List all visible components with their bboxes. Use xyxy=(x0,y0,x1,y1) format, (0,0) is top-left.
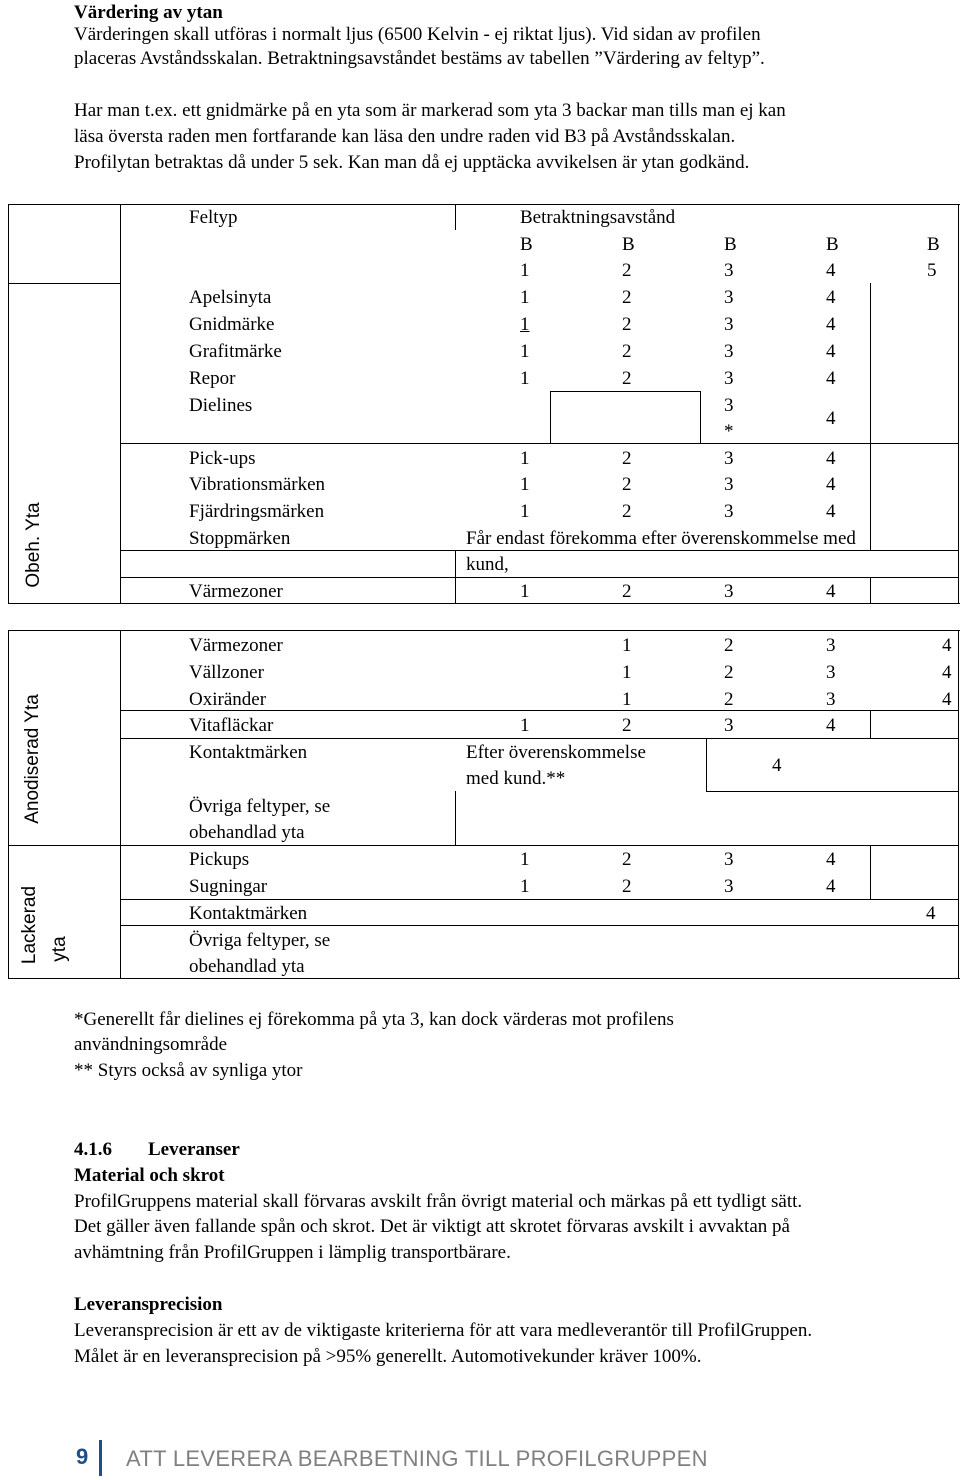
header-distance: Betraktningsavstånd xyxy=(520,207,676,228)
group-lack-1: Lackerad xyxy=(19,885,40,965)
col-b3-bottom: 3 xyxy=(724,260,734,281)
footer-divider xyxy=(99,1440,102,1476)
example-line-3: Profilytan betraktas då under 5 sek. Kan man då ej upptäcka avvikelsen är ytan godkänd. xyxy=(74,152,750,173)
precision-line-1: Leveransprecision är ett av de viktigaste kriterierna för att vara medleverantör till ProfilGruppen. xyxy=(74,1320,813,1341)
group-obeh: Obeh. Yta xyxy=(23,502,44,588)
col-b4-bottom: 4 xyxy=(826,260,836,281)
col-b3-top: B xyxy=(724,234,737,255)
intro-line-2: placeras Avståndsskalan. Betraktningsavståndet bestäms av tabellen ”Värdering av feltyp”. xyxy=(74,48,765,69)
group-lack-2: yta xyxy=(49,936,70,962)
intro-line-1: Värderingen skall utföras i normalt ljus (6500 Kelvin - ej riktat ljus). Vid sidan av profilen xyxy=(74,24,761,45)
col-b2-top: B xyxy=(622,234,635,255)
section-title: Värdering av ytan xyxy=(74,2,223,23)
material-line-1: ProfilGruppens material skall förvaras avskilt från övrigt material och märkas på ett tydligt sätt. xyxy=(74,1191,803,1212)
page-number: 9 xyxy=(76,1444,89,1469)
note-1: *Generellt får dielines ej förekomma på yta 3, kan dock värderas mot profilens xyxy=(74,1009,674,1030)
col-b4-top: B xyxy=(826,234,839,255)
subsection-title: Leveranser xyxy=(148,1139,240,1160)
col-b5-bottom: 5 xyxy=(927,260,937,281)
subsection-number: 4.1.6 xyxy=(74,1139,112,1160)
footer-text: ATT LEVERERA BEARBETNING TILL PROFILGRUPPEN xyxy=(126,1446,708,1471)
material-line-2: Det gäller även fallande spån och skrot. Det är viktigt att skrotet förvaras avskilt i avvaktan på xyxy=(74,1216,790,1237)
col-b1-top: B xyxy=(520,234,533,255)
group-anod: Anodiserad Yta xyxy=(22,694,43,824)
header-feltyp: Feltyp xyxy=(189,207,238,228)
note-2: ** Styrs också av synliga ytor xyxy=(74,1060,303,1081)
material-heading: Material och skrot xyxy=(74,1165,225,1186)
col-b5-top: B xyxy=(927,234,940,255)
note-1-cont: användningsområde xyxy=(74,1034,228,1055)
example-line-1: Har man t.ex. ett gnidmärke på en yta som är markerad som yta 3 backar man tills man ej kan xyxy=(74,100,786,121)
precision-heading: Leveransprecision xyxy=(74,1294,223,1315)
subsection-heading xyxy=(74,1137,240,1163)
precision-line-2: Målet är en leveransprecision på >95% generellt. Automotivekunder kräver 100%. xyxy=(74,1346,702,1367)
example-line-2: läsa översta raden men fortfarande kan läsa den undre raden vid B3 på Avståndsskalan. xyxy=(74,126,736,147)
col-b2-bottom: 2 xyxy=(622,260,632,281)
col-b1-bottom: 1 xyxy=(520,260,530,281)
material-line-3: avhämtning från ProfilGruppen i lämplig transportbärare. xyxy=(74,1242,511,1263)
